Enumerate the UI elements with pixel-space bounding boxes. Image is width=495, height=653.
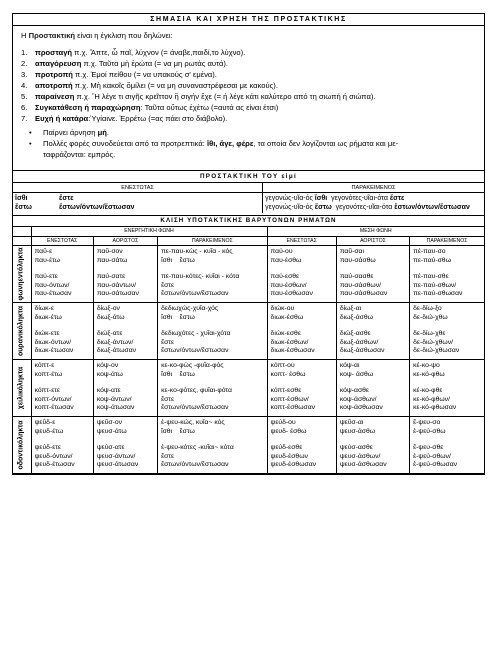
verb-group-row (13, 359, 484, 416)
verb-form: διώκ-εσθε (270, 330, 301, 338)
tense-header: ΑΟΡΙΣΤΟΣ (93, 237, 157, 246)
verb-form: κέ-κο-φθε (413, 387, 443, 395)
verb-form: ἴσθι ἔστω (161, 256, 195, 264)
block-gap (35, 322, 93, 330)
verb-form: παυ-σάντων/ (96, 281, 137, 289)
note-item (21, 138, 476, 160)
meaning-term: αποτροπή (35, 81, 73, 90)
verb-form: κοπτ- έσθω (270, 370, 306, 378)
verb-form: κε-κό-φθων/ (413, 395, 450, 403)
document-page (12, 13, 485, 475)
verb-forms-cell (158, 246, 267, 303)
meanings-list (21, 47, 476, 124)
block-gap (271, 436, 336, 444)
verb-group-label: φωνηεντόληκτα (17, 247, 25, 301)
verb-form: κοπτ-όντων/ (34, 395, 72, 403)
verb-forms-cell (267, 246, 336, 303)
tense-header-row (13, 237, 484, 246)
verb-forms-cell (336, 302, 409, 359)
verb-group-label: χειλικόληκτα (17, 366, 25, 410)
block-gap (161, 322, 266, 330)
meaning-term: Συγκατάθεση ή παραχώρηση (35, 103, 141, 112)
verb-form: παῦ-σαι (339, 248, 364, 255)
verb-form: ἔστων/όντων/ἔστωσαν (161, 290, 229, 298)
verb-form: ψευσ-άσθω (339, 427, 376, 435)
lead-post: είναι η έγκλιση που δηλώνει: (75, 31, 173, 40)
verb-form: παυ-σάσθων/ (339, 281, 382, 289)
verb-forms-cell (410, 359, 484, 416)
verb-form: κοψ-άσθων/ (339, 395, 377, 403)
verb-forms-cell (410, 246, 484, 303)
bullet-dot-icon: • (29, 128, 32, 137)
meaning-term: προτροπή (35, 70, 73, 79)
verb-group-row (13, 302, 484, 359)
verb-form: παῦ-ε (34, 248, 53, 255)
note-term: ἴθι, ἄγε, φέρε (207, 139, 254, 148)
verb-form: κε-κό-φθω (413, 370, 445, 378)
verb-form: διωκ-έτω (34, 313, 62, 321)
verb-form: παυ-σάσθω (339, 256, 376, 264)
verb-form: κοπτ-έσθων/ (270, 395, 309, 403)
verb-form: παύ-εσθε (270, 273, 300, 281)
verb-form: κοψ-άσθωσαν (339, 404, 383, 412)
meaning-item (21, 102, 476, 113)
verb-form: παυ-έσθω (270, 256, 302, 264)
verb-form: ἔστων/όντων/ἔστωσαν (161, 347, 229, 355)
meaning-number: 2. (21, 59, 28, 68)
note-post: . (106, 128, 110, 137)
eimi-perfect-part: ἔστων/όντων/ἔστωσαν (394, 204, 470, 211)
verb-form: ψεῦδ-ε (34, 418, 56, 426)
verb-form: δίωξ-αι (339, 304, 362, 312)
verb-form: ψευσ-άσθωσαν (339, 461, 387, 469)
verb-form: παύ-σατε (96, 273, 126, 281)
meaning-number: 1. (21, 48, 28, 57)
verb-form: ψεῦσ-αι (339, 418, 364, 426)
block-gap (271, 265, 336, 273)
block-gap (340, 379, 409, 387)
verb-form: παύ-ετε (34, 273, 58, 281)
eimi-perfect-header: ΠΑΡΑΚΕΙΜΕΝΟΣ (263, 183, 484, 193)
verb-form: ἔστων/όντων/ἔστωσαν (161, 461, 229, 469)
verb-form: διώκ-ου (270, 304, 295, 312)
verb-form: ψευσ-άτω (96, 427, 127, 435)
verb-form: ψεύσ-ατε (96, 444, 125, 452)
verb-form: παυ-έσθωσαν (270, 290, 313, 298)
verb-form: κοψ-άντων/ (96, 395, 132, 403)
meaning-text: π.χ. Ἐμοί πείθου (= να υπακούς σ' εμένα). (72, 70, 217, 79)
verb-group-row (13, 246, 484, 303)
eimi-title: ΠΡΟΣΤΑΚΤΙΚΗ ΤΟΥ εἰμί (13, 170, 484, 183)
verb-form: παυ-έσθων/ (270, 281, 307, 289)
block-gap (340, 436, 409, 444)
verb-form: ἐ-ψευ-κότες -κυῖαι~ κότα (161, 444, 234, 452)
verb-form: πε-παύ-σθωσαν (413, 290, 463, 298)
note-post: , τα οποία δεν λογίζονται ως ρήματα και με- (253, 139, 399, 148)
voice-active-header: ΕΝΕΡΓΗΤΙΚΗ ΦΩΝΗ (31, 227, 267, 237)
verb-forms-cell (93, 246, 157, 303)
voice-middle-header: ΜΕΣΗ ΦΩΝΗ (267, 227, 484, 237)
note-pre: Παίρνει άρνηση (43, 128, 98, 137)
block-gap (35, 379, 93, 387)
block-gap (413, 322, 484, 330)
eimi-perfect-row (265, 194, 482, 203)
block-gap (97, 436, 157, 444)
verb-form: κοψ-άτωσαν (96, 404, 135, 412)
block-gap (413, 379, 484, 387)
eimi-perfect-part: ἔστε (389, 195, 405, 202)
verb-forms-cell (410, 302, 484, 359)
verb-form: ἔστων/όντων/ἔστωσαν (161, 404, 229, 412)
verb-form: διωκ-έτωσαν (34, 347, 74, 355)
meaning-item (21, 91, 476, 102)
verb-form: παυ-όντων/ (34, 281, 70, 289)
verbs-table (13, 227, 484, 474)
meaning-item (21, 69, 476, 80)
verb-form: ἔστε (161, 281, 175, 289)
verb-form: πε-παυ-κὼς - κυῖα - κός (161, 248, 233, 255)
verb-form: διωξ-άσθωσαν (339, 347, 385, 355)
verb-form: κέ-κο-ψο (413, 361, 440, 369)
note-term: μή (97, 128, 107, 137)
verb-form: ψευδ-έσθωσαν (270, 461, 317, 469)
verbs-title: ΚΛΙΣΗ ΥΠΟΤΑΚΤΙΚΗΣ ΒΑΡΥΤΟΝΩΝ ΡΗΜΑΤΩΝ (13, 215, 484, 227)
verb-form: δεδιωχὼς-χυῖα-χός (161, 304, 219, 312)
eimi-perfect-part: γεγονώς-υῖα-ός (265, 195, 315, 202)
verb-form: κόπτ-ετε (34, 387, 60, 395)
meaning-item (21, 113, 476, 124)
block-gap (97, 379, 157, 387)
verb-form: κοψ- άσθω (339, 370, 374, 378)
verb-forms-cell (31, 359, 93, 416)
page-title: ΣΗΜΑΣΙΑ ΚΑΙ ΧΡΗΣΗ ΤΗΣ ΠΡΟΣΤΑΚΤΙΚΗΣ (13, 14, 484, 26)
verb-form: παύ-σασθε (339, 273, 374, 281)
meaning-item (21, 47, 476, 58)
verb-form: ψευσ-άτωσαν (96, 461, 139, 469)
verb-forms-cell (93, 359, 157, 416)
verb-form: παυ-σάτω (96, 256, 128, 264)
tense-header: ΕΝΕΣΤΩΤΑΣ (267, 237, 336, 246)
verb-form: κόψ-αι (339, 361, 360, 369)
verb-form: πε-παύ-σθων/ (413, 281, 457, 289)
tense-corner (13, 237, 31, 246)
verb-form: ἴσθι ἔστω (161, 313, 195, 321)
verb-forms-cell (336, 416, 409, 473)
meaning-text: π.χ. Ἄπτε, ὦ παῖ, λύχνον (= άναβε,παιδί,το λύχνο). (72, 48, 246, 57)
verb-form: πε-παυ-κότες- κυῖαι - κότα (161, 273, 240, 281)
verb-group-label: ουρανικόληκτα (17, 305, 25, 356)
verb-form: ψευσ-άντων/ (96, 452, 136, 460)
note-pre: Πολλές φορές συνοδεύεται από τα προτρεπτικά: (43, 139, 207, 148)
block-gap (161, 436, 266, 444)
verb-forms-cell (336, 246, 409, 303)
meaning-text: π.χ. Ἢ λέγε τι σιγῆς κρεῖττον ἢ σιγήν ἔχε (= ή λέγε κάτι καλύτερο από τη σιωπή ή σιώπα). (74, 92, 376, 101)
bullet-dot-icon: • (29, 139, 32, 148)
verb-forms-cell (267, 416, 336, 473)
verb-form: διωξ-άσθων/ (339, 338, 379, 346)
verb-form: ἴσθι ἔστω (161, 370, 195, 378)
notes-list (21, 127, 476, 160)
block-gap (413, 436, 484, 444)
verb-form: ψευσ-άσθων/ (339, 452, 381, 460)
verb-form: κόπτ-εσθε (270, 387, 302, 395)
verb-group-label-cell (13, 359, 31, 416)
verb-form: παυ-σάσθωσαν (339, 290, 388, 298)
eimi-form: ἔστων/όντων/ἔστωσαν (59, 204, 135, 211)
meaning-term: προσταγή (35, 48, 73, 57)
verb-form: κοπτ-έτωσαν (34, 404, 74, 412)
verb-form: διώξ-ατε (96, 330, 123, 338)
verb-form: κε-κο-φὼς -φυῖα-φός (161, 361, 224, 369)
voice-corner (13, 227, 31, 237)
verb-form: ἔ-ψευ-σθε (413, 444, 444, 452)
verb-form: δε-διώ-χθωσαν (413, 347, 460, 355)
verb-form: διώκ-ετε (34, 330, 60, 338)
verb-group-label: οδοντικόληκτα (17, 420, 25, 470)
verb-form: ἐ-ψεύ-σθω (413, 427, 446, 435)
verb-form: δε-δίω-χθε (413, 330, 446, 338)
meaning-text: π.χ. Ταῦτα μὴ ἐρώτα (= να μη ρωτάς αυτά). (81, 59, 228, 68)
eimi-table (13, 183, 484, 213)
verb-forms-cell (93, 302, 157, 359)
verb-form: ἐ-ψευ-κώς, κυῖα~ κός (161, 418, 225, 426)
block-gap (161, 265, 266, 273)
verb-group-label-cell (13, 246, 31, 303)
block-gap (35, 436, 93, 444)
block-gap (97, 322, 157, 330)
verb-forms-cell (31, 416, 93, 473)
verb-form: διωξ-άτω (96, 313, 125, 321)
verb-form: ἴσθι ἔστω (161, 427, 195, 435)
intro-section (13, 26, 484, 166)
verb-form: ψευδ-όντων/ (34, 452, 73, 460)
verb-form: ἔστε (161, 452, 175, 460)
meaning-number: 7. (21, 114, 28, 123)
meaning-term: απαγόρευση (35, 59, 82, 68)
block-gap (35, 265, 93, 273)
verb-form: ψεύδ-ετε (34, 444, 61, 452)
eimi-form: ἔστω (15, 204, 32, 211)
verb-form: ψεύδ-εσθε (270, 444, 303, 452)
verb-forms-cell (336, 359, 409, 416)
verb-forms-cell (93, 416, 157, 473)
block-gap (271, 379, 336, 387)
note-item (21, 127, 476, 138)
block-gap (340, 322, 409, 330)
note-post-continued: ταφράζονται: εμπρός. (43, 150, 116, 159)
eimi-present-rows (15, 194, 260, 212)
eimi-form: ἴσθι (15, 195, 28, 202)
eimi-perfect-part: ἔστω (314, 204, 332, 211)
eimi-present-forms (13, 193, 263, 214)
block-gap (413, 265, 484, 273)
verb-form: κε-κο-φότες, φυῖαι-φότα (161, 387, 232, 395)
meaning-text: :Ὑγίαινε. Ἐρρέτω (=ας πάει στο διάβολο). (88, 114, 228, 123)
verb-forms-cell (158, 416, 267, 473)
tense-header: ΠΑΡΑΚΕΙΜΕΝΟΣ (158, 237, 267, 246)
verb-form: παύ-ου (270, 248, 293, 255)
verb-form: διωξ-άτωσαν (96, 347, 137, 355)
verb-form: κοπτ-έσθωσαν (270, 404, 316, 412)
meaning-text: π.χ. Μὴ κακοῖς ὅμίλει (= να μη συναναστρέφεσαι με κακούς). (72, 81, 278, 90)
verb-form: πε-παύ-σθω (413, 256, 451, 264)
verb-form: ἔστε (161, 338, 175, 346)
verb-form: δε-δίω-ξο (413, 304, 442, 312)
verb-group-row (13, 416, 484, 473)
block-gap (271, 322, 336, 330)
eimi-present-row (15, 194, 260, 203)
intro-lead (21, 30, 476, 41)
verb-form: διώξ-ασθε (339, 330, 371, 338)
verb-form: διωξ-άσθω (339, 313, 373, 321)
verb-form: κόπτ-ε (34, 361, 55, 369)
block-gap (161, 379, 266, 387)
verb-forms-cell (31, 246, 93, 303)
verb-forms-cell (31, 302, 93, 359)
verb-form: κόψ-ον (96, 361, 119, 369)
eimi-perfect-part: γεγονώς-υῖα-ός (265, 204, 315, 211)
verb-form: ἐ-ψεύ-σθωσαν (413, 461, 458, 469)
verb-form: παυ-σάτωσαν (96, 290, 139, 298)
meaning-item (21, 58, 476, 69)
meaning-term: Ευχή ή κατάρα (35, 114, 89, 123)
verb-form: κόψ-ασθε (339, 387, 369, 395)
meaning-number: 5. (21, 92, 28, 101)
verb-form: ἔ-ψευ-σο (413, 418, 441, 426)
meaning-number: 6. (21, 103, 28, 112)
verb-form: ἐ-ψεύ-σθων/ (413, 452, 451, 460)
verb-forms-cell (158, 302, 267, 359)
verb-form: ψεῦσ-ον (96, 418, 123, 426)
meaning-text: : Ταῦτα οὕτως ἐχέτω (=αυτά ας είναι έτσι) (140, 103, 279, 112)
verb-form: δεδιωχότες - χυῖαι-χότα (161, 330, 231, 338)
lead-pre: Η (21, 31, 29, 40)
meaning-number: 4. (21, 81, 28, 90)
eimi-present-row (15, 203, 260, 212)
eimi-present-header: ΕΝΕΣΤΩΤΑΣ (13, 183, 263, 193)
verb-form: ψευδ-έτωσαν (34, 461, 75, 469)
verb-forms-cell (410, 416, 484, 473)
verb-forms-cell (267, 302, 336, 359)
verb-form: παῦ-σον (96, 248, 123, 255)
verb-form: κε-κό-φθωσαν (413, 404, 457, 412)
block-gap (340, 265, 409, 273)
block-gap (97, 265, 157, 273)
meaning-item (21, 80, 476, 91)
verb-form: δίωκ-ε (34, 304, 54, 312)
meaning-number: 3. (21, 70, 28, 79)
verb-form: πέ-παυ-σθε (413, 273, 449, 281)
verb-form: δε-διώ-χθω (413, 313, 448, 321)
verb-form: διωκ-έσθωσαν (270, 347, 315, 355)
tense-header: ΑΟΡΙΣΤΟΣ (336, 237, 409, 246)
verb-form: διωξ-άντων/ (96, 338, 134, 346)
eimi-perfect-part: γεγονότες-υῖαι-ότα (331, 204, 395, 211)
tense-header: ΠΑΡΑΚΕΙΜΕΝΟΣ (410, 237, 484, 246)
verb-form: διωκ-έσθω (270, 313, 304, 321)
verb-form: δίωξ-ον (96, 304, 120, 312)
verb-group-label-cell (13, 416, 31, 473)
verb-form: πέ-παυ-σο (413, 248, 446, 255)
verb-form: κοπτ-έτω (34, 370, 63, 378)
eimi-perfect-part: ἴσθι (314, 195, 328, 202)
verb-group-label-cell (13, 302, 31, 359)
meaning-term: παραίνεση (35, 92, 75, 101)
verb-form: ψευδ-έσθων (270, 452, 308, 460)
verb-form: δε-διώ-χθων/ (413, 338, 454, 346)
verb-form: ψεύδ-ου (270, 418, 296, 426)
verb-form: κοψ-άτω (96, 370, 123, 378)
verb-form: ψεύσ-ασθε (339, 444, 373, 452)
eimi-perfect-rows (265, 194, 482, 212)
eimi-perfect-row (265, 203, 482, 212)
verb-form: ψευδ- έσθω (270, 427, 307, 435)
eimi-perfect-part: γεγονότες-υῖαι-ότα (327, 195, 390, 202)
verb-forms-cell (158, 359, 267, 416)
eimi-form: ἔστε (59, 195, 74, 202)
tense-header: ΕΝΕΣΤΩΤΑΣ (31, 237, 93, 246)
verb-form: παυ-έτω (34, 256, 60, 264)
lead-term: Προστακτική (28, 31, 76, 40)
verb-form: διωκ-όντων/ (34, 338, 72, 346)
verb-forms-cell (267, 359, 336, 416)
verb-form: ἔστε (161, 395, 175, 403)
verb-form: διωκ-έσθων/ (270, 338, 309, 346)
verb-form: ψευδ-έτω (34, 427, 64, 435)
eimi-perfect-forms (263, 193, 484, 214)
verb-form: παυ-έτωσαν (34, 290, 72, 298)
verb-form: κόψ-ατε (96, 387, 121, 395)
verb-form: κόπτ-ου (270, 361, 295, 369)
